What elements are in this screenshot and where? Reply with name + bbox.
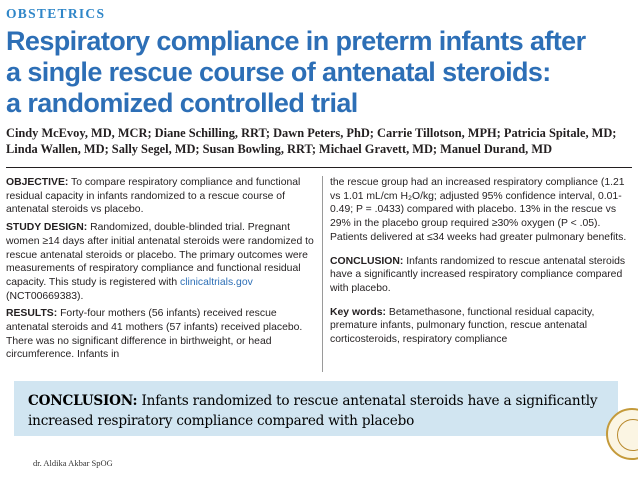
abstract-objective: [6, 176, 315, 217]
journal-section-label: OBSTETRICS: [6, 6, 106, 21]
banner-text: Infants randomized to rescue antenatal steroids have a significantly increased respiratory compliance compared with placebo: [28, 393, 598, 429]
abstract-right-column: [330, 176, 636, 351]
author-line: Cindy McEvoy, MD, MCR; Diane Schilling, RRT; Dawn Peters, PhD; Carrie Tillotson, MPH; Patricia Spitale, MD;: [6, 126, 617, 140]
title-line: a randomized controlled trial: [6, 88, 358, 118]
abstract-results: [6, 307, 315, 362]
study-design-suffix: (NCT00669383).: [6, 290, 84, 302]
objective-label: OBJECTIVE:: [6, 177, 69, 188]
abstract-left-column: [6, 176, 315, 366]
title-line: a single rescue course of antenatal steroids:: [6, 57, 551, 87]
results-label: RESULTS:: [6, 308, 58, 320]
column-divider: [322, 176, 323, 372]
keywords-label: Key words:: [330, 306, 387, 318]
study-design-label: STUDY DESIGN:: [6, 222, 88, 234]
abstract-conclusion: [330, 255, 636, 296]
keywords-text: Betamethasone, functional residual capacity, premature infants, pulmonary function, rescue antenatal corticosteroids, respiratory compliance: [330, 306, 595, 346]
paper-title: [6, 26, 626, 119]
footer-credit: dr. Aldika Akbar SpOG: [33, 458, 113, 468]
author-line: Linda Wallen, MD; Sally Segel, MD; Susan Bowling, RRT; Michael Gravett, MD; Manuel Durand, MD: [6, 142, 553, 156]
results-text: Forty-four mothers (56 infants) received rescue antenatal steroids and 41 mothers (57 infants) received placebo. There was no significant difference in birthweight, or head circumference. Infants in: [6, 308, 303, 361]
conclusion-banner: [14, 381, 618, 436]
title-divider: [6, 167, 632, 168]
objective-text: To compare respiratory compliance and functional residual capacity in infants randomized to a rescue course of antenatal steroids vs placebo.: [6, 177, 301, 216]
author-list: [6, 125, 630, 157]
title-line: Respiratory compliance in preterm infants after: [6, 26, 586, 56]
abstract-keywords: [330, 306, 636, 347]
clinicaltrials-link[interactable]: clinicaltrials.gov: [180, 276, 253, 288]
conclusion-label: CONCLUSION:: [330, 255, 404, 267]
conclusion-text: Infants randomized to rescue antenatal steroids have a significantly increased respiratory compliance compared with placebo.: [330, 255, 626, 294]
abstract-results-continued: the rescue group had an increased respiratory compliance (1.21 vs 1.01 mL/cm H₂O/kg; adjusted 95% confidence interval, 0.01-0.49; P = .0433) compared with placebo. 13% in the rescue vs 29% in the placebo group required ≥30% oxygen (P < .05). Patients delivered at ≤34 weeks had greater pulmonary benefits.: [330, 177, 627, 243]
abstract-study-design: [6, 221, 315, 303]
study-design-text: Randomized, double-blinded trial. Pregnant women ≥14 days after initial antenatal steroids were randomized to rescue antenatal steroids or placebo. The primary outcomes were measurements of respiratory compliance and functional residual capacity. This study is registered with: [6, 222, 314, 288]
banner-label: CONCLUSION:: [28, 393, 138, 409]
